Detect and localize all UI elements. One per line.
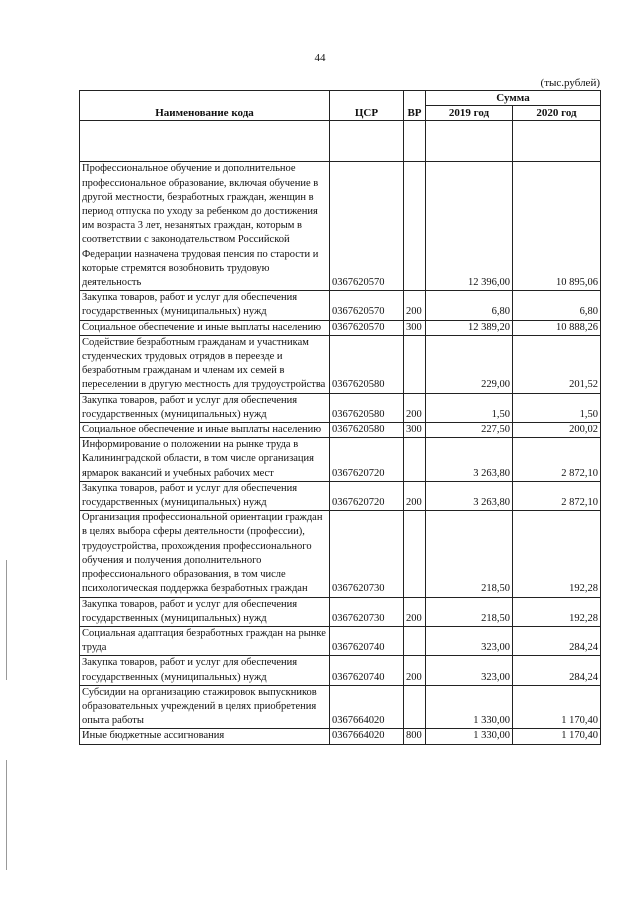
row-name-cell: Социальная адаптация безработных граждан на рынке труда — [80, 626, 330, 655]
row-2019-cell: 1 330,00 — [426, 685, 513, 729]
row-2019-cell: 12 396,00 — [426, 162, 513, 291]
row-vr-cell: 200 — [404, 656, 426, 685]
table-row — [80, 393, 601, 422]
scan-edge-mark — [6, 760, 7, 870]
row-csr-cell: 0367620580 — [330, 393, 404, 422]
row-csr-cell: 0367620570 — [330, 320, 404, 335]
row-2020-cell: 192,28 — [513, 511, 601, 597]
row-2020-cell: 284,24 — [513, 656, 601, 685]
row-2019-cell: 6,80 — [426, 291, 513, 320]
table-row — [80, 335, 601, 393]
row-name-cell: Закупка товаров, работ и услуг для обеспечения государственных (муниципальных) нужд — [80, 291, 330, 320]
header-csr: ЦСР — [330, 91, 404, 121]
row-name-cell: Социальное обеспечение и иные выплаты населению — [80, 423, 330, 438]
row-vr-cell — [404, 335, 426, 393]
table-row — [80, 626, 601, 655]
table-row — [80, 656, 601, 685]
row-name-cell: Информирование о положении на рынке труда в Калининградской области, в том числе организация ярмарок вакансий и учебных рабочих мест — [80, 438, 330, 482]
row-2020-cell: 1 170,40 — [513, 685, 601, 729]
row-2020-cell: 10 895,06 — [513, 162, 601, 291]
gap-cell — [404, 121, 426, 162]
row-2020-cell: 2 872,10 — [513, 481, 601, 510]
row-2020-cell: 284,24 — [513, 626, 601, 655]
row-2019-cell: 3 263,80 — [426, 481, 513, 510]
row-2020-cell: 2 872,10 — [513, 438, 601, 482]
row-vr-cell — [404, 438, 426, 482]
units-label: (тыс.рублей) — [540, 77, 600, 89]
row-2019-cell: 3 263,80 — [426, 438, 513, 482]
table-row — [80, 162, 601, 291]
row-name-cell: Закупка товаров, работ и услуг для обеспечения государственных (муниципальных) нужд — [80, 481, 330, 510]
row-csr-cell: 0367620580 — [330, 335, 404, 393]
table-row — [80, 320, 601, 335]
row-2020-cell: 201,52 — [513, 335, 601, 393]
row-2019-cell: 1 330,00 — [426, 729, 513, 744]
row-2019-cell: 218,50 — [426, 511, 513, 597]
row-csr-cell: 0367664020 — [330, 729, 404, 744]
row-vr-cell: 300 — [404, 320, 426, 335]
row-2019-cell: 218,50 — [426, 597, 513, 626]
row-2019-cell: 323,00 — [426, 656, 513, 685]
row-name-cell: Организация профессиональной ориентации граждан в целях выбора сферы деятельности (профессии), трудоустройства, прохождения профессионального обучения и получения дополнительного профессионального образования, в том числе психологическая поддержка безработных граждан — [80, 511, 330, 597]
table-row — [80, 438, 601, 482]
header-name: Наименование кода — [80, 91, 330, 121]
row-csr-cell: 0367620570 — [330, 291, 404, 320]
table-row — [80, 511, 601, 597]
row-vr-cell — [404, 511, 426, 597]
row-name-cell: Социальное обеспечение и иные выплаты населению — [80, 320, 330, 335]
table-row — [80, 481, 601, 510]
row-2019-cell: 323,00 — [426, 626, 513, 655]
table-row — [80, 423, 601, 438]
row-csr-cell: 0367620720 — [330, 438, 404, 482]
row-2020-cell: 192,28 — [513, 597, 601, 626]
row-vr-cell: 300 — [404, 423, 426, 438]
row-vr-cell — [404, 626, 426, 655]
gap-cell — [426, 121, 513, 162]
scan-edge-mark — [6, 560, 7, 680]
gap-cell — [330, 121, 404, 162]
row-vr-cell: 200 — [404, 597, 426, 626]
header-vr: ВР — [404, 91, 426, 121]
row-2020-cell: 200,02 — [513, 423, 601, 438]
row-vr-cell: 200 — [404, 393, 426, 422]
row-name-cell: Закупка товаров, работ и услуг для обеспечения государственных (муниципальных) нужд — [80, 656, 330, 685]
row-vr-cell — [404, 162, 426, 291]
row-2020-cell: 1 170,40 — [513, 729, 601, 744]
row-2020-cell: 6,80 — [513, 291, 601, 320]
row-csr-cell: 0367620740 — [330, 656, 404, 685]
row-name-cell: Иные бюджетные ассигнования — [80, 729, 330, 744]
row-2019-cell: 229,00 — [426, 335, 513, 393]
row-name-cell: Содействие безработным гражданам и участникам студенческих трудовых отрядов в переезде и безработным гражданам и членам их семей в переселении в другую местность для трудоустройства — [80, 335, 330, 393]
table-row — [80, 685, 601, 729]
row-vr-cell: 200 — [404, 291, 426, 320]
row-name-cell: Субсидии на организацию стажировок выпускников образовательных учреждений в целях приобретения опыта работы — [80, 685, 330, 729]
row-name-cell: Закупка товаров, работ и услуг для обеспечения государственных (муниципальных) нужд — [80, 393, 330, 422]
header-row-top — [80, 91, 601, 106]
table-row — [80, 729, 601, 744]
table-gap-row — [80, 121, 601, 162]
row-2019-cell: 12 389,20 — [426, 320, 513, 335]
row-2020-cell: 1,50 — [513, 393, 601, 422]
row-vr-cell — [404, 685, 426, 729]
header-year-2019: 2019 год — [426, 106, 513, 121]
page-number: 44 — [314, 52, 326, 64]
row-name-cell: Закупка товаров, работ и услуг для обеспечения государственных (муниципальных) нужд — [80, 597, 330, 626]
row-2020-cell: 10 888,26 — [513, 320, 601, 335]
table-row — [80, 597, 601, 626]
header-sum: Сумма — [426, 91, 601, 106]
header-year-2020: 2020 год — [513, 106, 601, 121]
budget-table — [79, 90, 601, 745]
row-csr-cell: 0367620740 — [330, 626, 404, 655]
table-row — [80, 291, 601, 320]
gap-cell — [80, 121, 330, 162]
row-2019-cell: 227,50 — [426, 423, 513, 438]
row-csr-cell: 0367664020 — [330, 685, 404, 729]
table-body — [80, 121, 601, 744]
row-csr-cell: 0367620730 — [330, 597, 404, 626]
row-csr-cell: 0367620720 — [330, 481, 404, 510]
row-csr-cell: 0367620730 — [330, 511, 404, 597]
row-vr-cell: 800 — [404, 729, 426, 744]
row-csr-cell: 0367620580 — [330, 423, 404, 438]
row-name-cell: Профессиональное обучение и дополнительное профессиональное образование, включая обучение в другой местности, безработных граждан, женщин в период отпуска по уходу за ребенком до достижения им возраста 3 лет, незанятых граждан, которым в соответствии с законодательством Российской Федерации назначена трудовая пенсия по старости и которые стремятся возобновить трудовую деятельность — [80, 162, 330, 291]
row-2019-cell: 1,50 — [426, 393, 513, 422]
gap-cell — [513, 121, 601, 162]
row-csr-cell: 0367620570 — [330, 162, 404, 291]
row-vr-cell: 200 — [404, 481, 426, 510]
